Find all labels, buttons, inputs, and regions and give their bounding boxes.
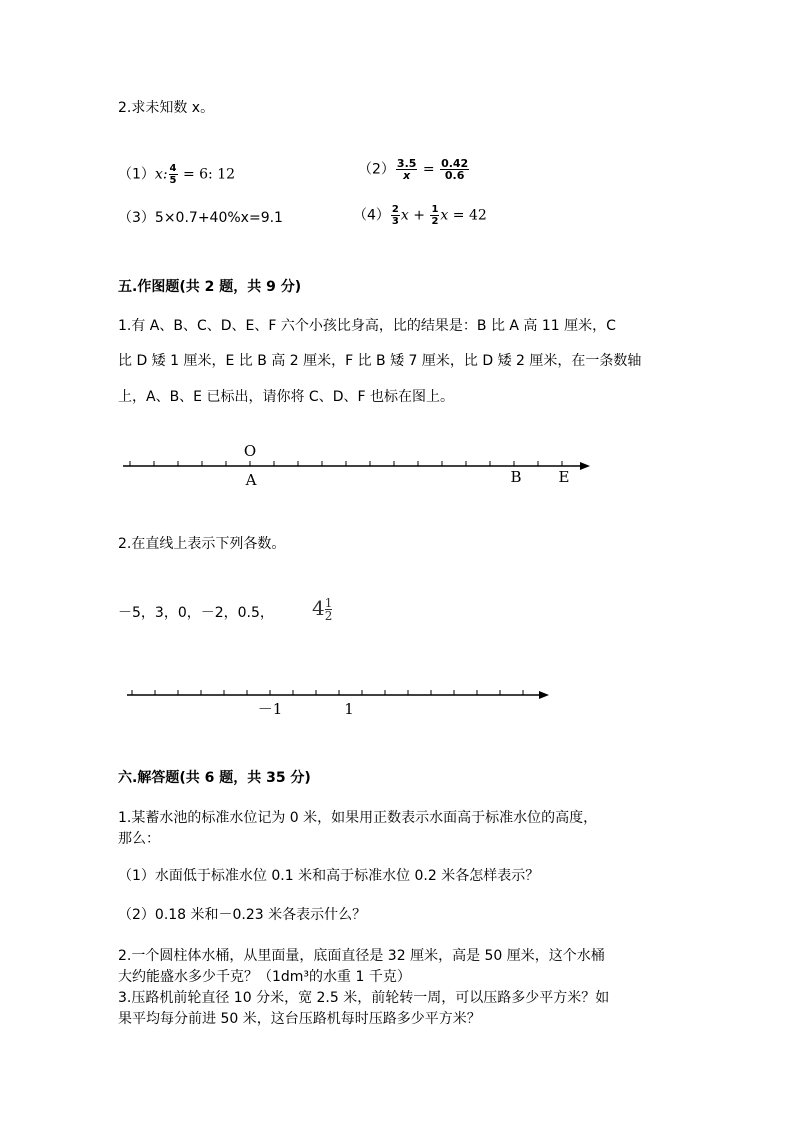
mixed-number-den: 2 [324, 609, 333, 623]
equation-2-right-den: 0.6 [444, 169, 465, 182]
equation-2-label: （2） [358, 161, 395, 178]
equation-4-frac2-num: 1 [431, 204, 439, 215]
equation-1-colon: : [162, 166, 168, 183]
question-2-title: 2.求未知数 x。 [118, 100, 215, 116]
equation-1 [118, 163, 235, 186]
number-line-2-neg-one-label: －1 [257, 700, 283, 718]
section-5-q2-numbers: －5，3，0，－2，0.5， [118, 605, 274, 621]
section-6-q2-line1: 2.一个圆柱体水桶，从里面量，底面直径是 32 厘米，高是 50 厘米，这个水桶 [118, 948, 605, 964]
section-6-q1-line2: 那么： [118, 831, 160, 847]
equation-2-right-num: 0.42 [441, 157, 469, 170]
number-line-1-origin-label: O [243, 442, 257, 460]
equation-1-frac-den: 5 [169, 175, 177, 186]
number-line-1-a-label: A [245, 471, 257, 489]
number-line-1-b-label: B [510, 468, 522, 486]
section-5-q1-line1: 1.有 A、B、C、D、E、F 六个小孩比身高，比的结果是：B 比 A 高 11 厘米，C [118, 318, 616, 334]
section-6-q3-line1: 3.压路机前轮直径 10 分米，宽 2.5 米，前轮转一周，可以压路多少平方米？如 [118, 990, 610, 1006]
equation-4 [353, 204, 487, 227]
equation-4-frac1-num: 2 [391, 204, 399, 215]
section-5-q1-line2: 比 D 矮 1 厘米，E 比 B 高 2 厘米，F 比 B 矮 7 厘米，比 D 矮 2 厘米，在一条数轴 [118, 353, 642, 369]
section-6-q3-line2: 果平均每分前进 50 米，这台压路机每时压路多少平方米？ [118, 1011, 481, 1027]
number-line-1-e-label: E [558, 468, 570, 486]
equation-4-plus: + [413, 207, 425, 224]
equation-4-x1: x [400, 207, 409, 224]
equation-3 [118, 207, 283, 227]
number-line-2-arrow [539, 691, 549, 699]
section-6-q1-sub1: （1）水面低于标准水位 0.1 米和高于标准水位 0.2 米各怎样表示？ [118, 868, 540, 884]
equation-3-text: 5×0.7+40%x=9.1 [154, 210, 283, 226]
equation-2-left-num: 3.5 [396, 157, 417, 170]
equation-4-x2: x [440, 207, 449, 224]
mixed-number [312, 596, 332, 622]
equation-2-equals: = [422, 161, 435, 178]
section-5-q1-line3: 上，A、B、E 已标出，请你将 C、D、F 也标在图上。 [118, 389, 454, 405]
equation-2-left-den: x [403, 169, 411, 182]
number-line-2-one-label: 1 [344, 700, 354, 718]
section-6-q2-line2: 大约能盛水多少千克？（1dm³的水重 1 千克） [118, 969, 411, 985]
equation-1-var: x [154, 166, 163, 183]
equation-4-frac2-den: 2 [431, 216, 439, 227]
section-6-q1-sub2: （2）0.18 米和－0.23 米各表示什么？ [118, 907, 367, 923]
equation-4-frac1-den: 3 [391, 216, 399, 227]
section-5-q2-text: 2.在直线上表示下列各数。 [118, 536, 286, 552]
equation-1-label: （1） [118, 166, 155, 183]
mixed-number-num: 1 [324, 596, 333, 610]
equation-1-rhs: = 6: 12 [182, 166, 236, 183]
number-line-2 [0, 680, 794, 720]
number-line-1 [0, 438, 794, 493]
equation-3-label: （3） [118, 210, 155, 226]
section-6-heading: 六.解答题(共 6 题，共 35 分) [118, 770, 311, 786]
number-line-1-arrow [580, 462, 590, 470]
equation-2 [358, 158, 470, 181]
equation-4-label: （4） [353, 207, 390, 224]
equation-1-frac-num: 4 [169, 163, 177, 174]
equation-4-rhs: = 42 [452, 207, 487, 224]
mixed-number-whole: 4 [312, 596, 325, 620]
section-5-heading: 五.作图题(共 2 题，共 9 分) [118, 279, 302, 295]
section-6-q1-line1: 1.某蓄水池的标准水位记为 0 米，如果用正数表示水面高于标准水位的高度， [118, 810, 598, 826]
